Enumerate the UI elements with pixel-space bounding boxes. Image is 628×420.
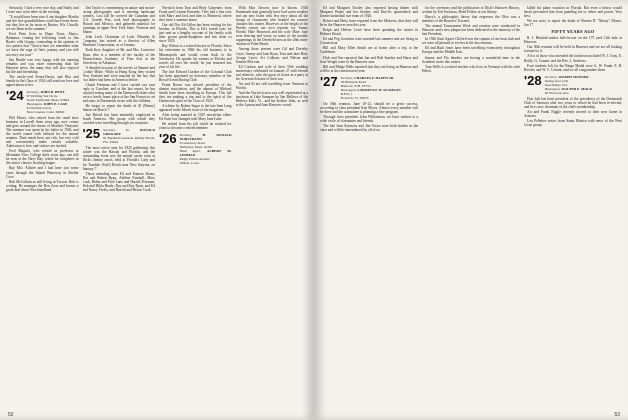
paragraph: Don Salt has been president of the presidency of the Dartmouth Club of Sarasota after two years to which he had been re-elected, and he is now chairman of the club's membership. [524, 96, 622, 109]
paragraph: We are sorry to report the death of Warren D. "Monty" Moore, Jan 17. [524, 19, 622, 28]
class-secretary-info: Secretary, G. DONALD GREGORY 81 Bermuda Gardens, Delray Beach, Fla. 33444 [103, 128, 155, 145]
class-header-25 [83, 128, 156, 144]
paragraph: Harry's, a philosophic theory that expresses the Ohio was a member of the Board of Trustees. [422, 15, 520, 24]
paragraph: Ed and Margaret Dooley also reported having dinner with Margaret Brake and her brother, and Dutch's quarterback and former basketball star team of 1926. [320, 6, 418, 19]
paragraph: Jim Bristol has been eminently employed in South America. His group with which they traveled were travelling through six countries. [82, 113, 155, 126]
paragraph: Jim Hardie was very happy with his opening remarks and was more interesting than the Hanover news; the many that will also enjoyed his life and friendship. [6, 57, 79, 74]
paragraph: Ed and Ruth Jones have been travelling extensively throughout Europe and the Middle East. [422, 46, 520, 55]
paragraph: He retired from his job which he worked for years to become a retired member. [159, 122, 232, 131]
paragraph: Fred Prim lives in Hope Town, Abaco, Bahamas, coming the following week to Jim Ryan's villa Gopan, contending in his opinion of two parties that "Grown here we remember what we have the saga of Jim's journey and you will not envy our tour." [6, 32, 79, 57]
paragraph: Norwich from Tom and Betty Carpenter, from Frank and Corinne Kennedy. They had a fine visit with Mary and Jack and then to Montreal, where they have a summer home. [159, 6, 232, 23]
paragraph: The newly-wed Fiesta-Dasey, and Rita and family in the Class of 1924 still send our love and appreciation to her. [6, 74, 79, 87]
paragraph: Art and Al are still travelling from Vermont to Florida. [235, 81, 308, 90]
paragraph: John Lesh, Chairman of Lesh, Rhoades & Company, has retired as a director of Allen Plunkette Corporation, as of January. [82, 35, 155, 48]
paragraph: The annual Tournament Week and reunion were conducted in Hanover and a new plaque has been dedicated to the memory of the late President. [422, 24, 520, 37]
paragraph: After being married in 1925 newsletter editor Ed Soter has changed with Mary Jane Lake. [159, 113, 232, 122]
paragraph: A list of those who attended the luncheon included W. J. Gray, E. Reilly, G. Conant, and the Rev. J. Andrews. [524, 54, 622, 63]
class-year: '26 [159, 131, 177, 147]
class-secretary-info: Secretary, JOSEPH SKINNER Spring Grove Dr. Glen Ridge, N.J. Head Agent, WALTER E. MOCK 40 Norwood Ave. [544, 74, 593, 95]
paragraph: And the Norwich area was well represented at a luncheon at Lake Sunapee by Jim Bellows of the Bellows Falls, Vt., and his brother John, as well as the Lyman and Jane Hanover crowd. [235, 90, 308, 108]
section-heading-fifty-years-ago: FIFTY YEARS AGO [551, 29, 595, 35]
paragraph: Frank Rosen was elected president of the alumni association, and the alumni of Michael Smith have been travelling in Europe. This fall they are making a trip and to the spirit of the Dartmouth spirit of the Class of 1925. [159, 82, 232, 104]
paragraph: A tribute by Robert Sugar to the late Sam Lang appeared in the March issue of the magazine. [159, 104, 232, 113]
paragraph: Phil Morse, who retired from the retail shoe business in Lowell three years ago, now comes and goes around the shores of Martha's Vineyard. The summer was spent by his father in 1926, and the world comes with cultural for the annual reunion. Their meals here, not rich, but very cold and conveniently make certain valuable, Admission is free, and visitors are invited. [6, 115, 79, 149]
right-column-2 [422, 6, 520, 411]
paragraph: Tom Wells is a retired teacher who lives in Vermont with his wife Helen. [422, 64, 520, 73]
paragraph: Chuck Freeman and I have carried our own reply to Caroline, and at the last report, he has enjoyed seeing many of the Dartmouth skiers who have a lovely home place of the San Francisco art and tours in Dartmouth wrote with the children. [82, 82, 155, 104]
paragraph: Ray Wilson is a retired lawyer in Florida. Since his retirement in 1966 his old business is in Minneapolis and would come back to the Northwest. He spends his winters in Florida and travels all over the world; he just returned last year of his life. [159, 44, 232, 69]
paragraph: Those attending were Ed and Frances Burns, Dot and Ruben Ryan, Adeline Kimball, Mary Lusk, Helen and Fred Lane and Harold Freeman, Bob and Hilda Hurdy, Ray and Kay Ryan, and Ed and Nancy Farley, and Harold and Bessie Cook. [82, 171, 155, 192]
left-column-4 [236, 6, 309, 411]
paragraph: Jim Taylor is commenting in nature and motor-racing photography and is meeting landscape painters. Last fall he covered the Canadian and U.S. Grands Prix, took bird photographs in Hawaii and Mexico, and gathered material for paintings in upper New York State, Vermont and Maine. [82, 6, 155, 35]
paragraph: Four students left for the Bingo Medal were G. W. Frank, E. B. Bowley and W. C. Conant, and we all congratulate them. [524, 63, 622, 72]
paragraph: Our old Doc Ed Gillen has been writing for his brother, in Florida. This is Ed's fourth year; he just sent us a lengthy account of his family with their grown grand-daughters and has done so since 1925. [159, 23, 232, 44]
page-number: 52 [8, 412, 14, 418]
paragraph: Bill and Midge Wells reported that they are living in Hanover and will be at the reunion next year. [320, 64, 418, 73]
paragraph: The most active area for 1925 gatherings this winter was the Hawaii and Florida, and the outstanding event was the annual oyster roast at Dick's Jimmy ranch, held at Florida's Lady and the Tumbler (Gulf) Beach near New Smyrna, on January 7. [82, 146, 155, 171]
paragraph: Ed and Peg Goodwin were married last summer and are living in Connecticut. [320, 37, 418, 46]
paragraph: A detailed account of the travels of Jimmie and Cookie Milne. While at Hong Kong they visited New Zealand and were married by the fact that two ladies had been in America before. [82, 65, 155, 82]
paragraph: Through class president John Williamson, we have written to a wide circle of classmates and friends. [320, 114, 418, 123]
class-header-24 [6, 87, 79, 114]
paragraph: Ed Carlson and wife of their 50th wedding anniversary celebrated on January 27 with friends and relatives, who the guest of honor at a party at the Greenwich home of their son. [235, 64, 308, 81]
class-year: '27 [320, 73, 338, 89]
paragraph: On 50th reunion, June 10-12, should be a great success, according to class president Ken Myers. Almost every member will be there and the committee is planning a fine program. [320, 101, 418, 114]
paragraph: Fred Mugatti, who retired as professor at Mountain View College three years ago, can still be seen at the Navy Bay, where he completes in the senior classics bowling league. [6, 149, 79, 166]
paragraph: Dick and Sue reported that Jan and Bob Stanley and Harry and Jean Wright were in the Hanover area. [320, 55, 418, 64]
paragraph: "It would have been nice if our daughter Martha and the five grandchildren could have been there, but they live as far away as Racine, Wis. Usually we see them in the summer." [6, 15, 79, 32]
class-header-28 [524, 72, 622, 95]
paragraph: He forgot to report the death of Al (Benny) Simon on March 7. [82, 104, 155, 113]
class-year: '25 [82, 126, 101, 142]
right-column-1 [320, 6, 418, 411]
paragraph: The late Edward Gordon of the Colonial Club has been appointed an honorary member of the Royal Ocean Racing Club. [159, 69, 232, 82]
paragraph: The late Sam Seymour and Jim Owen were both leaders in the class and will be remembered by all of us. [320, 123, 418, 132]
paragraph: Jimmy and Flo Sanders are having a wonderful time in the Southern states this winter. [422, 55, 520, 64]
paragraph: Our 50th reunion will be held in Hanover and we are all looking forward to it. [524, 45, 622, 54]
page-number: 53 [614, 412, 620, 418]
class-secretary-info: Secretary, JOHN R. BENT 97 Drifting Tan Circle South Yarmouth, Mass. 02664 Head Agent, JOHN E. CASE 8 Old Kirk Circle New Canaan, Conn. 06840 [26, 89, 69, 114]
left-column-1 [6, 6, 79, 411]
paragraph: killed his plane vacation in Florida. But even a bruise would hasn't prevented him from guarding his or others and power. Very best. [524, 6, 622, 19]
paragraph: In 1926 Aunt Agnes Clifford was the captain of our boat club and we were all pleased to see her at the last reunion. [422, 37, 520, 46]
right-page [314, 0, 628, 420]
paragraph: for the ceremony and the publication of Dick's Hanover History, written by Ted Swanson, Head Fellow at our library. [422, 6, 520, 15]
paragraph: R. J. Hirnhalt makes hole-in-one on the 175 yard 12th hole at Hanover. [524, 36, 622, 45]
class-year: '24 [6, 87, 24, 103]
paragraph: Robert and Betty have reported from the Midwest, that they will be in the Hanover area this year. [320, 19, 418, 28]
right-column-3 [524, 6, 622, 411]
left-column-2 [83, 6, 156, 411]
paragraph: Bill and Mary Ellen Smith are at home after a trip to the Caribbean. [320, 46, 418, 55]
left-column-3 [159, 6, 232, 411]
paragraph: With May flowers now in bloom, 1926 Dartmouth men generally have had warm weather and can now listen with less envy about all the doings of classmates who headed for warmer climates this winter. However, at the height of the Florida season our own reporter for 'Sunny Florida' Hale Harwood and his wife Mary Jane were thriving and wrote on some of the notable happenings in the Deerfield area at the 26th mini-reunion in Palm Beach. [235, 6, 308, 47]
paragraph: Among those present were Gil and Dorothy Leyer, Jimmy and Jane Ryan, Tom and Jane Hart, George Lever, Art Colburn, and Nelson and Frankie McLean. [235, 47, 308, 64]
paragraph: Lou Pelletier writes from Santa Monica with news of the West Coast group. [524, 118, 622, 127]
class-secretary-info: Secretary, CHARLES F. HAZEN JR. 18 Hemlock Road Hanover, N.H. 03755 Head Agent, LAWRENCE W. SEAMSON R.F.D. 1 Norwich, Vt. 05055 [340, 75, 401, 100]
class-header-27 [320, 73, 418, 100]
paragraph: Ray Mcl. Allister and I had have just some years through the Inland Waterway in Shelter Cove. [6, 166, 79, 179]
paragraph: Seriously, I had a very nice day, and Emily and I were sure to be there in the evening. [6, 6, 79, 15]
class-year: '28 [524, 72, 542, 88]
class-secretary-info: Secretary, H. DONALD NORSTRAND 8 Greenway Road Wellesley, Mass. 02181 Head Agent, ALBERT M. LEHMAN Ridge Wilton Avenue Wilton, Conn. [179, 133, 232, 166]
paragraph: Ruth Kerr, daughter of Mr. and Mrs. Lawrence Ryan, who is a member of the faculty of the Pennsylvania Academy of Fine Arts at the University of Arkansas. [82, 48, 155, 65]
paragraph: Ralph and Helene Lowe have been spending the winter in Holmes Beach. [320, 28, 418, 37]
class-header-26 [159, 133, 232, 165]
paragraph: Art and Frank Niggle recently moved to their new home in Arizona. [524, 109, 622, 118]
paragraph: Bob McCollum as still living in Tucson. Bob is writing. He manages the Ben Aron and knows a good deal about Newfoundland. [6, 179, 79, 192]
